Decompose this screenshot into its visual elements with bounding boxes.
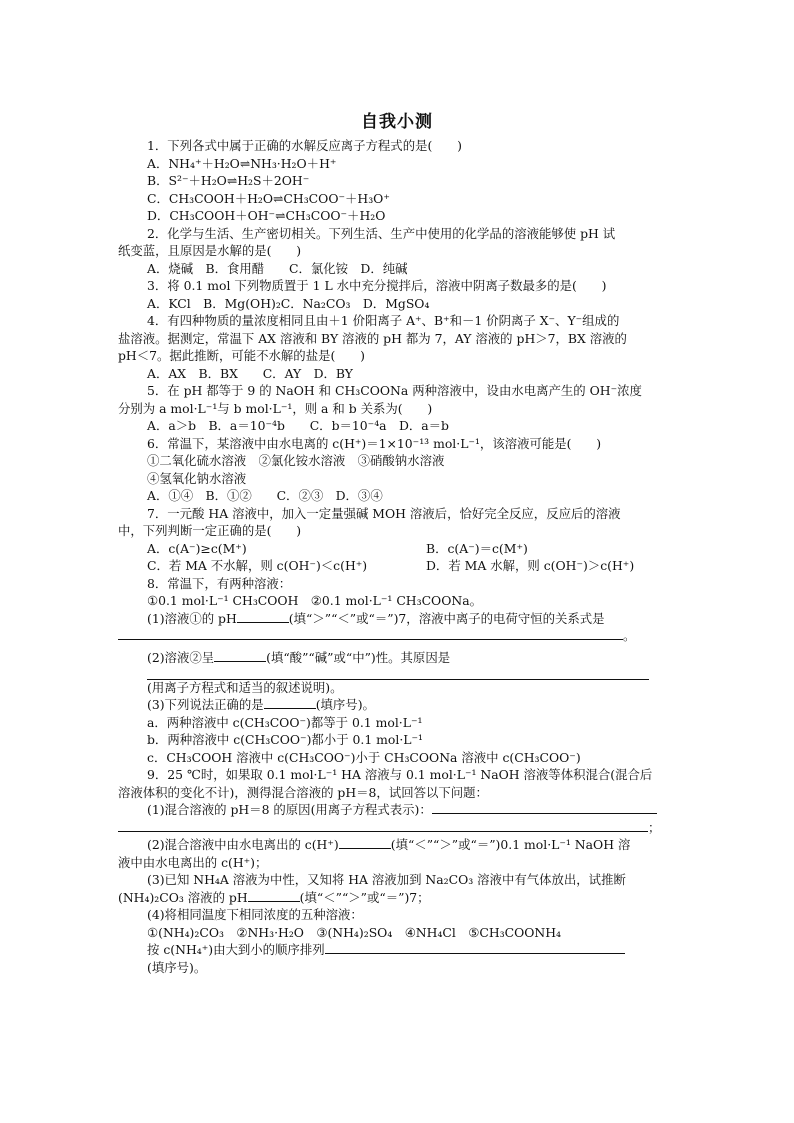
q9-part4-blank[interactable] (325, 941, 625, 954)
q8-part2-answer-line (118, 667, 678, 679)
q4-stem-line1: 4．有四种物质的量浓度相同且由＋1 价阳离子 A⁺、B⁺和－1 价阴离子 X⁻、Y⁻组成的 (147, 313, 620, 328)
q8-part3-option-b: b．两种溶液中 c(CH₃COO⁻)都小于 0.1 mol·L⁻¹ (147, 732, 424, 747)
q6-options: A．①④ B．①② C．②③ D．③④ (147, 488, 383, 503)
q2-stem-line2: 纸变蓝，且原因是水解的是( ) (118, 243, 302, 258)
q9-part1-end: ； (648, 819, 661, 835)
q4-stem-line2: 盐溶液。据测定，常温下 AX 溶液和 BY 溶液的 pH 都为 7，AY 溶液的 pH＞7，BX 溶液的 (118, 330, 627, 346)
q9-part1-text: (1)混合溶液的 pH＝8 的原因(用离子方程式表示)： (147, 802, 432, 817)
q1-option-b: B．S²⁻＋H₂O⇌H₂S＋2OH⁻ (147, 173, 310, 188)
q8-part1-text-a: (1)溶液①的 pH (147, 610, 237, 626)
q7-options-row2 (118, 557, 678, 575)
q5-stem-line2: 分别为 a mol·L⁻¹与 b mol·L⁻¹，则 a 和 b 关系为( ) (118, 400, 433, 416)
q6-items-line2: ④氢氧化钠水溶液 (147, 470, 247, 486)
q8-part2 (118, 649, 678, 667)
q3-options: A．KCl B．Mg(OH)₂C．Na₂CO₃ D．MgSO₄ (147, 295, 430, 311)
q9-part3-text-b: (NH₄)₂CO₃ 溶液的 pH (118, 889, 248, 905)
q8-part1-end: 。 (623, 628, 636, 643)
q8-part3-option-c: c．CH₃COOH 溶液中 c(CH₃COO⁻)小于 CH₃COONa 溶液中 c(CH₃COO⁻) (147, 749, 581, 765)
q2-stem-line1: 2．化学与生活、生产密切相关。下列生活、生产中使用的化学品的溶液能够使 pH 试 (147, 225, 616, 241)
q5-stem-line1: 5．在 pH 都等于 9 的 NaOH 和 CH₃COONa 两种溶液中，设由水电离产生的 OH⁻浓度 (147, 383, 642, 398)
q9-part1-answer-blank[interactable] (118, 819, 648, 832)
q9-part3-text-c: (填“＜”“＞”或“＝”)7； (299, 889, 430, 905)
q9-part3-blank[interactable] (248, 889, 300, 902)
q4-stem-line3: pH＜7。据此推断，可能不水解的盐是( ) (118, 348, 365, 363)
q9-part2 (118, 836, 678, 854)
q8-part3-text-b: (填序号)。 (315, 697, 375, 712)
q8-solutions: ①0.1 mol·L⁻¹ CH₃COOH ②0.1 mol·L⁻¹ CH₃COONa。 (147, 593, 482, 608)
q4-options: A．AX B．BX C．AY D．BY (147, 365, 353, 381)
q8-part2-note: (用离子方程式和适当的叙述说明)。 (147, 679, 343, 695)
q8-part1-blank[interactable] (237, 610, 289, 623)
q2-options: A．烧碱 B．食用醋 C．氯化铵 D．纯碱 (147, 260, 408, 276)
q1-option-a: A．NH₄⁺＋H₂O⇌NH₃·H₂O＋H⁺ (147, 155, 337, 171)
q7-option-b: B．c(A⁻)＝c(M⁺) (426, 540, 528, 556)
q8-part3-text-a: (3)下列说法正确的是 (147, 697, 264, 712)
q7-option-c: C．若 MA 不水解，则 c(OH⁻)＜c(H⁺) (147, 558, 368, 573)
question-body (118, 137, 678, 976)
q9-part1-blank[interactable] (432, 801, 657, 814)
q8-part3-blank[interactable] (264, 696, 316, 709)
q6-items-line1: ①二氧化硫水溶液 ②氯化铵水溶液 ③硝酸钠水溶液 (147, 453, 445, 468)
q9-stem-line2: 溶液体积的变化不计)，测得混合溶液的 pH＝8，试回答以下问题： (118, 784, 488, 800)
q5-options: A．a＞b B．a＝10⁻⁴b C．b＝10⁻⁴a D．a＝b (147, 418, 449, 433)
q9-part4-line2: ①(NH₄)₂CO₃ ②NH₃·H₂O ③(NH₄)₂SO₄ ④NH₄Cl ⑤CH₃COONH₄ (147, 924, 562, 940)
q9-part2-line2: 液中由水电离出的 c(H⁺)； (118, 854, 268, 870)
q1-stem: 1．下列各式中属于正确的水解反应离子方程式的是( ) (147, 138, 462, 153)
page-title: 自我小测 (361, 112, 433, 132)
q6-stem: 6．常温下，某溶液中由水电离的 c(H⁺)＝1×10⁻¹³ mol·L⁻¹，该溶液可能是( ) (147, 435, 602, 451)
q8-part2-text-a: (2)溶液②呈 (147, 650, 215, 665)
q9-part2-text-a: (2)混合溶液中由水电离出的 c(H⁺) (147, 837, 339, 852)
q7-stem-line2: 中，下列判断一定正确的是( ) (118, 523, 302, 538)
q7-option-a: A．c(A⁻)≥c(M⁺) (147, 540, 247, 556)
q8-part2-text-b: (填“酸”“碱”或“中”)性。其原因是 (266, 650, 451, 665)
q9-part2-blank[interactable] (339, 836, 391, 849)
q8-part3 (118, 696, 678, 714)
q9-part4-line4: (填序号)。 (147, 959, 207, 975)
q8-part1-answer-line (118, 627, 678, 649)
q9-part1 (118, 801, 678, 819)
q8-part1 (118, 610, 678, 628)
q1-option-c: C．CH₃COOH＋H₂O⇌CH₃COO⁻＋H₃O⁺ (147, 190, 390, 206)
q8-part3-option-a: a．两种溶液中 c(CH₃COO⁻)都等于 0.1 mol·L⁻¹ (147, 714, 423, 730)
q7-options-row1 (118, 540, 678, 558)
q7-option-d: D．若 MA 水解，则 c(OH⁻)＞c(H⁺) (426, 558, 635, 573)
q8-part2-answer-blank[interactable] (147, 667, 649, 680)
q3-stem: 3．将 0.1 mol 下列物质置于 1 L 水中充分搅拌后，溶液中阴离子数最多的是( ) (147, 278, 607, 293)
q9-part1-answer-line (118, 819, 678, 837)
q8-stem: 8．常温下，有两种溶液： (147, 575, 292, 591)
q1-option-d: D．CH₃COOH＋OH⁻⇌CH₃COO⁻＋H₂O (147, 208, 386, 223)
q7-stem-line1: 7．一元酸 HA 溶液中，加入一定量强碱 MOH 溶液后，恰好完全反应，反应后的溶液 (147, 505, 621, 521)
q9-part4-text-c: 按 c(NH₄⁺)由大到小的顺序排列 (147, 942, 325, 957)
q8-part1-answer-blank[interactable] (118, 627, 623, 640)
q9-part4-line1: (4)将相同温度下相同浓度的五种溶液： (147, 907, 363, 922)
q8-part2-blank[interactable] (214, 649, 266, 662)
q9-part3-line2 (118, 889, 678, 907)
q9-part4-line3 (118, 941, 678, 959)
q8-part1-text-b: (填“＞”“＜”或“＝”)7，溶液中离子的电荷守恒的关系式是 (288, 610, 605, 626)
q9-part3-line1: (3)已知 NH₄A 溶液为中性，又知将 HA 溶液加到 Na₂CO₃ 溶液中有气体放出，试推断 (147, 872, 626, 887)
q9-stem-line1: 9．25 ℃时，如果取 0.1 mol·L⁻¹ HA 溶液与 0.1 mol·L⁻¹ NaOH 溶液等体积混合(混合后 (147, 767, 653, 782)
q9-part2-text-b: (填“＜”“＞”或“＝”)0.1 mol·L⁻¹ NaOH 溶 (390, 837, 631, 852)
